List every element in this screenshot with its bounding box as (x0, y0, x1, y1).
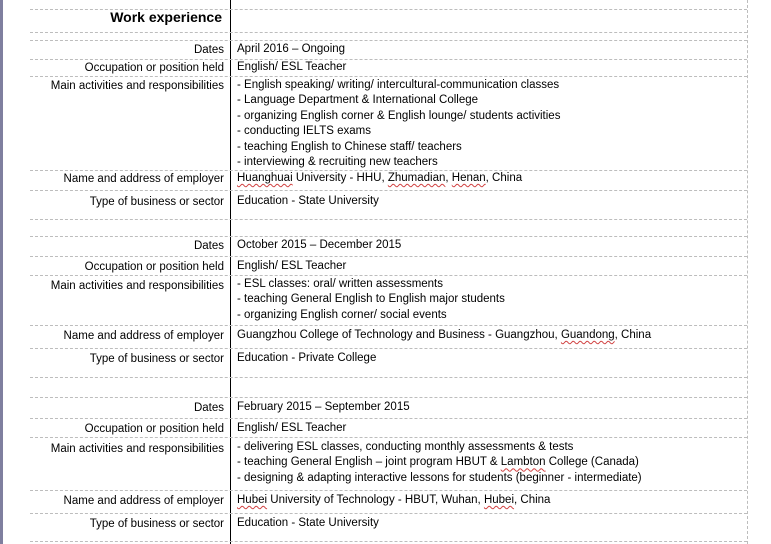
row-divider (30, 348, 747, 349)
spellcheck-word: Hubei (483, 494, 515, 506)
activities-label: Main activities and responsibilities (50, 280, 224, 292)
activity-item: - teaching English to Chinese staff/ teachers (237, 140, 462, 153)
employer-text: , China (514, 494, 551, 506)
occupation-label: Occupation or position held (84, 62, 224, 74)
employer-text: University of Technology - HBUT, Wuhan, (267, 494, 484, 506)
activity-item: - ESL classes: oral/ written assessments (237, 278, 444, 290)
activity-item: - English speaking/ writing/ intercultural-communication classes (237, 79, 560, 91)
section-title: Work experience (110, 9, 222, 25)
activity-item: - Language Department & International College (237, 94, 479, 107)
row-divider (30, 59, 747, 60)
employer-text: , China (614, 329, 652, 341)
employer-text: , (445, 172, 452, 184)
activity-item: - teaching General English to English major students (237, 293, 505, 306)
occupation-label: Occupation or position held (84, 423, 224, 435)
job-business: Education - Private College (237, 352, 377, 364)
job-activities (237, 78, 560, 170)
row-divider (30, 418, 747, 419)
row-divider (30, 377, 747, 378)
column-divider (230, 0, 231, 544)
activity-item: - conducting IELTS exams (237, 125, 372, 138)
employer-label: Name and address of employer (63, 495, 224, 507)
right-border (747, 0, 748, 544)
job-dates: April 2016 – Ongoing (237, 43, 346, 55)
job-occupation: English/ ESL Teacher (237, 260, 347, 272)
activity-item: - delivering ESL classes, conducting monthly assessments & tests (237, 441, 574, 453)
activity-text: College (Canada) (545, 456, 639, 469)
window-edge (0, 0, 3, 544)
row-divider (30, 275, 747, 276)
employer-label: Name and address of employer (63, 330, 224, 342)
row-divider (30, 513, 747, 514)
job-business: Education - State University (237, 517, 379, 529)
job-occupation: English/ ESL Teacher (237, 61, 347, 73)
spellcheck-word: Hubei (237, 494, 268, 506)
job-dates: October 2015 – December 2015 (237, 239, 402, 251)
activity-item: - organizing English corner & English lounge/ students activities (237, 109, 561, 122)
dates-label: Dates (193, 44, 224, 56)
activities-label: Main activities and responsibilities (50, 443, 224, 455)
activity-item: - organizing English corner/ social events (237, 308, 447, 321)
row-divider (30, 490, 747, 491)
business-label: Type of business or sector (89, 353, 224, 365)
row-divider (30, 397, 747, 398)
job-employer (237, 171, 522, 187)
row-divider (30, 76, 747, 77)
job-dates: February 2015 – September 2015 (237, 401, 410, 413)
spellcheck-word: Zhumadian (387, 172, 446, 184)
row-divider (30, 256, 747, 257)
spellcheck-word: Huanghuai (237, 172, 293, 184)
dates-label: Dates (193, 240, 224, 252)
job-activities (237, 440, 642, 486)
business-label: Type of business or sector (89, 518, 224, 530)
row-divider (30, 40, 747, 41)
job-business: Education - State University (237, 195, 379, 207)
occupation-label: Occupation or position held (84, 261, 224, 273)
job-occupation: English/ ESL Teacher (237, 422, 347, 434)
employer-text: , China (485, 172, 523, 184)
employer-text: Guangzhou College of Technology and Business - Guangzhou, (237, 329, 561, 341)
row-divider (30, 541, 747, 542)
row-divider (30, 325, 747, 326)
activity-item: - designing & adapting interactive lessons for students (beginner - intermediate) (237, 471, 642, 484)
job-activities (237, 277, 505, 323)
employer-label: Name and address of employer (63, 173, 224, 185)
employer-text: University - HHU, (292, 172, 388, 184)
spellcheck-word: Lambton (500, 456, 546, 469)
activity-text: - teaching General English – joint program HBUT & (237, 456, 501, 469)
activity-item: - interviewing & recruiting new teachers (237, 156, 438, 169)
job-employer (237, 493, 550, 509)
spellcheck-word: Henan (451, 172, 486, 184)
row-divider (30, 236, 747, 237)
dates-label: Dates (193, 402, 224, 414)
job-employer (237, 328, 651, 344)
business-label: Type of business or sector (89, 196, 224, 208)
activities-label: Main activities and responsibilities (50, 80, 224, 92)
activity-item (237, 455, 642, 470)
row-divider (30, 219, 747, 220)
row-divider (30, 437, 747, 438)
row-divider (30, 32, 747, 33)
spellcheck-word: Guandong (560, 329, 615, 341)
row-divider (30, 190, 747, 191)
